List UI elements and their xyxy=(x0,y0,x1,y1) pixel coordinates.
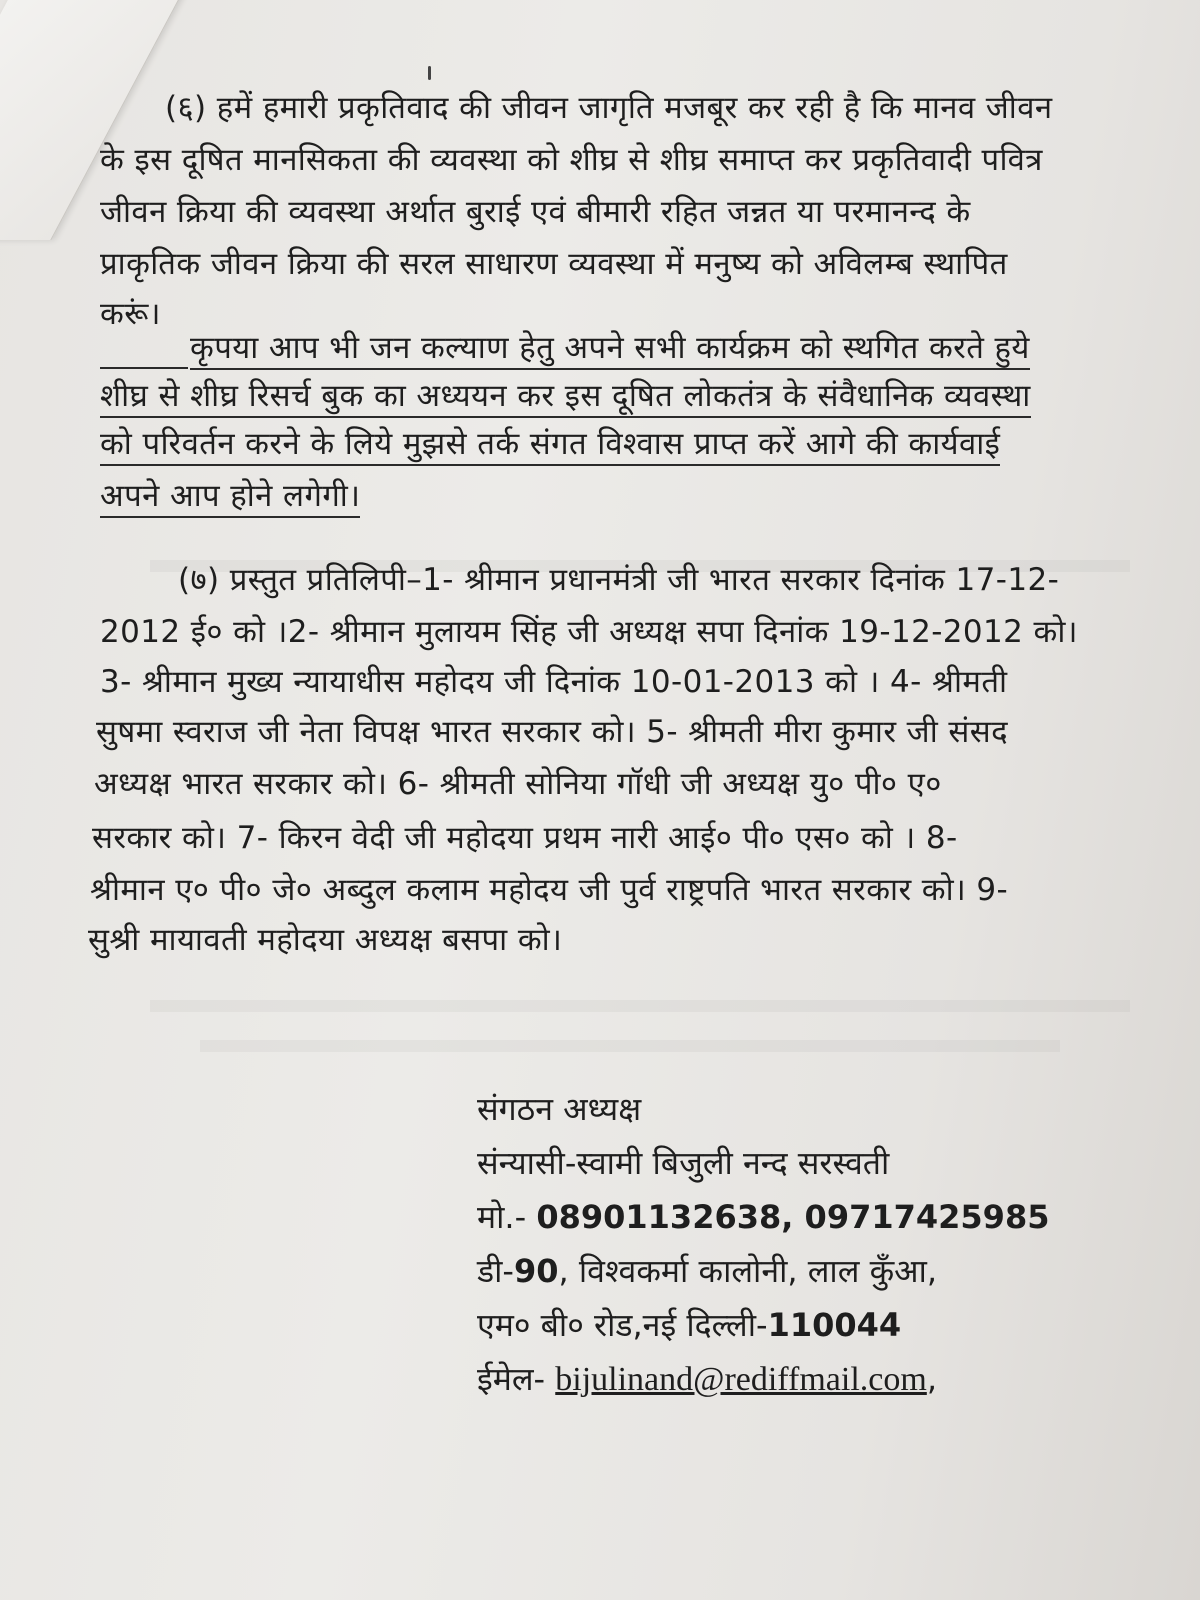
request-line-3 xyxy=(100,424,1000,464)
city-line: एम० बी० रोड,नई दिल्ली- xyxy=(477,1306,768,1344)
email-label: ईमेल- xyxy=(477,1360,556,1398)
request-line-2 xyxy=(100,376,1031,416)
request-line-2-text: शीघ्र से शीघ्र रिसर्च बुक का अध्ययन कर इस दूषित लोकतंत्र के संवैधानिक व्यवस्था xyxy=(100,378,1031,418)
pin-code: 110044 xyxy=(767,1306,902,1344)
signature-name: संन्यासी-स्वामी बिजुली नन्द सरस्वती xyxy=(477,1144,890,1182)
signature-block xyxy=(477,1082,1049,1407)
request-line-4 xyxy=(100,476,360,516)
para7-line-2: 2012 ई० को ।2- श्रीमान मुलायम सिंह जी अध्यक्ष सपा दिनांक 19-12-2012 को। xyxy=(100,614,1078,650)
email-suffix: , xyxy=(926,1360,937,1398)
address-prefix: डी- xyxy=(477,1252,514,1290)
para7-line-3: 3- श्रीमान मुख्य न्यायाधीस महोदय जी दिनांक 10-01-2013 को । 4- श्रीमती xyxy=(100,664,1008,700)
signature-city xyxy=(477,1298,1049,1352)
request-line-1-text: कृपया आप भी जन कल्याण हेतु अपने सभी कार्यक्रम को स्थगित करते हुये xyxy=(190,330,1030,370)
address-rest: , विश्वकर्मा कालोनी, लाल कुँआ, xyxy=(558,1252,938,1290)
para7-line-8: सुश्री मायावती महोदया अध्यक्ष बसपा को। xyxy=(88,922,563,958)
ink-speck xyxy=(428,66,431,80)
para6-line-3: जीवन क्रिया की व्यवस्था अर्थात बुराई एवं बीमारी रहित जन्नत या परमानन्द के xyxy=(100,194,971,230)
request-line-4-text: अपने आप होने लगेगी। xyxy=(100,478,360,518)
signature-address xyxy=(477,1244,1049,1298)
indent-underline xyxy=(100,337,188,369)
signature-title: संगठन अध्यक्ष xyxy=(477,1090,642,1128)
para6-line-2: के इस दूषित मानसिकता की व्यवस्था को शीघ्र से शीघ्र समाप्त कर प्रकृतिवादी पवित्र xyxy=(100,142,1043,178)
para7-line-7: श्रीमान ए० पी० जे० अब्दुल कलाम महोदय जी पुर्व राष्ट्रपति भारत सरकार को। 9- xyxy=(90,872,1009,908)
para6-line-1: (६) हमें हमारी प्रकृतिवाद की जीवन जागृति मजबूर कर रही है कि मानव जीवन xyxy=(165,90,1053,126)
request-line-3-text: को परिवर्तन करने के लिये मुझसे तर्क संगत विश्वास प्राप्त करें आगे की कार्यवाई xyxy=(100,426,1000,466)
para7-line-4: सुषमा स्वराज जी नेता विपक्ष भारत सरकार को। 5- श्रीमती मीरा कुमार जी संसद xyxy=(96,714,1008,750)
para6-line-4: प्राकृतिक जीवन क्रिया की सरल साधारण व्यवस्था में मनुष्य को अविलम्ब स्थापित xyxy=(100,246,1008,282)
para7-line-6: सरकार को। 7- किरन वेदी जी महोदया प्रथम नारी आई० पी० एस० को । 8- xyxy=(92,820,958,856)
phone-label: मो.- xyxy=(477,1198,537,1236)
bleed-through-shadow xyxy=(200,1040,1060,1052)
bleed-through-shadow xyxy=(150,1000,1130,1012)
para6-line-5: करूं। xyxy=(100,296,161,332)
request-line-1 xyxy=(100,328,1030,369)
para7-line-1: (७) प्रस्तुत प्रतिलिपी–1- श्रीमान प्रधानमंत्री जी भारत सरकार दिनांक 17-12- xyxy=(178,562,1060,598)
address-number: 90 xyxy=(513,1252,559,1290)
signature-email xyxy=(477,1352,1049,1407)
para7-line-5: अध्यक्ष भारत सरकार को। 6- श्रीमती सोनिया गॉधी जी अध्यक्ष यु० पी० ए० xyxy=(94,766,942,802)
signature-phone xyxy=(477,1190,1049,1244)
email-address: bijulinand@rediffmail.com xyxy=(555,1361,927,1398)
phone-numbers: 08901132638, 09717425985 xyxy=(536,1198,1050,1236)
